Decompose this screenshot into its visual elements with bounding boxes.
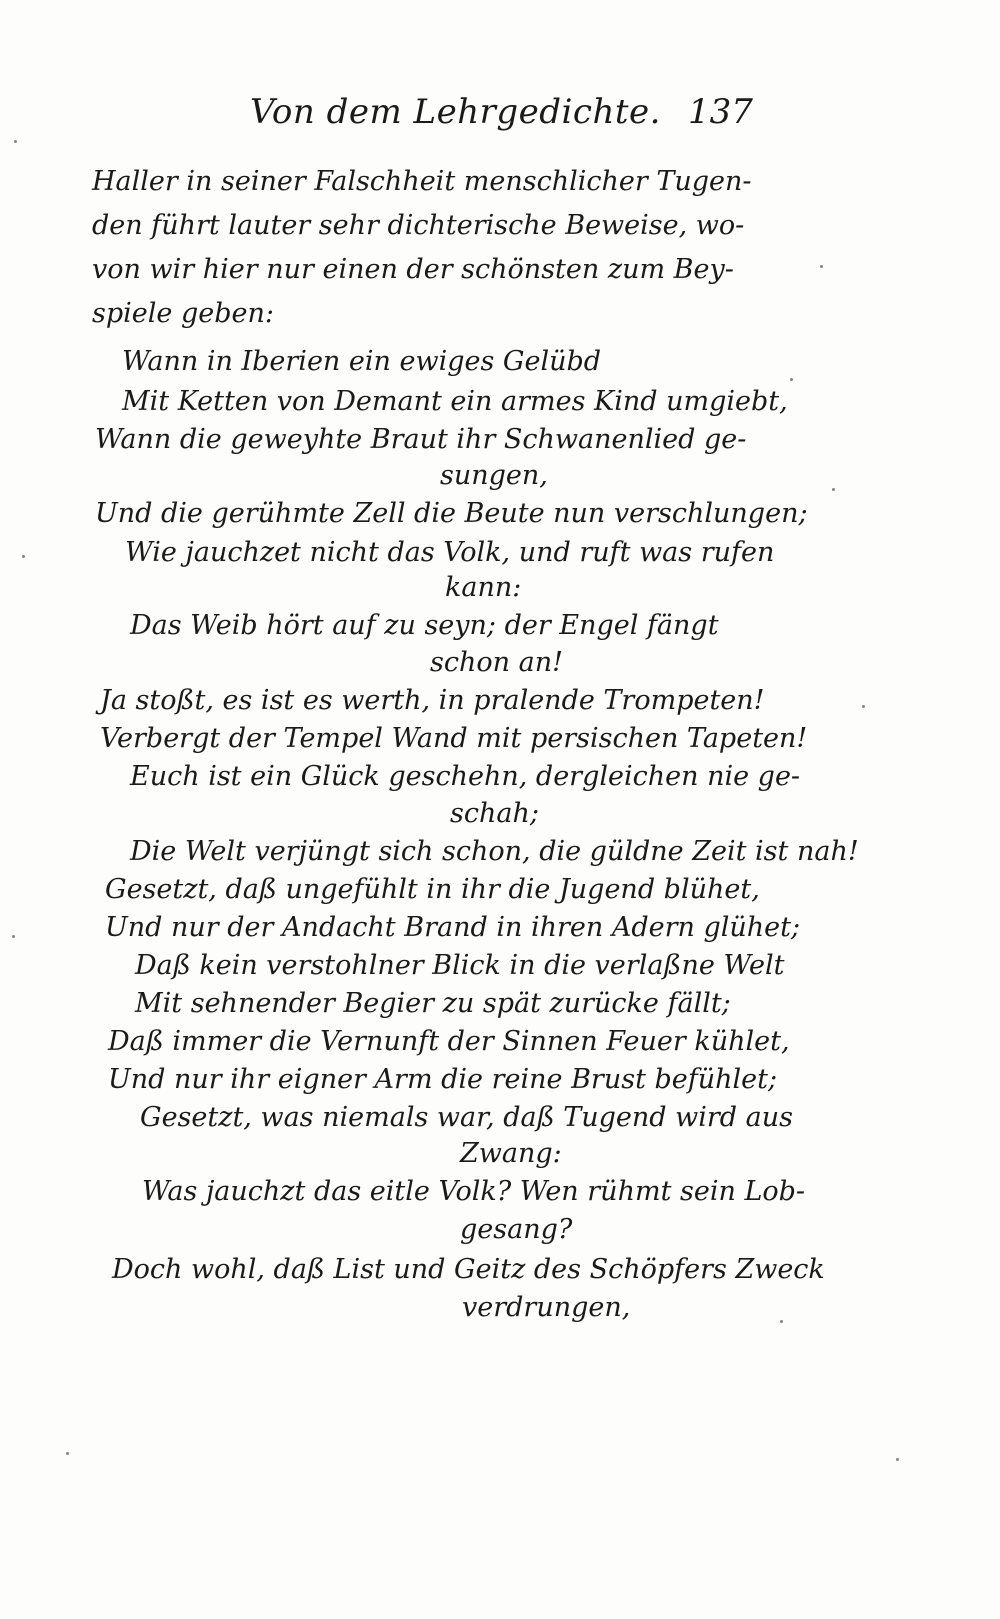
running-head: Von dem Lehrgedichte. [250,92,661,132]
scan-speck [780,1320,783,1323]
verse-line: schon an! [430,647,563,678]
scan-speck [790,378,793,381]
verse-line: Das Weib hört auf zu seyn; der Engel fängt [130,610,719,641]
verse-line: Doch wohl, daß List und Geitz des Schöpfers Zweck [112,1254,825,1285]
verse-line: Wann in Iberien ein ewiges Gelübd [122,346,602,377]
verse-line: Daß immer die Vernunft der Sinnen Feuer kühlet, [108,1026,790,1057]
verse-line: schah; [450,798,539,829]
scan-speck [14,140,17,143]
verse-line: Zwang: [460,1138,562,1169]
verse-line: Euch ist ein Glück geschehn, dergleichen nie ge- [130,761,801,792]
scan-speck [66,1452,69,1455]
verse-line: Verbergt der Tempel Wand mit persischen Tapeten! [100,723,808,754]
verse-line: Wie jauchzet nicht das Volk, und ruft was rufen [125,537,775,568]
verse-line: Gesetzt, was niemals war, daß Tugend wird aus [140,1102,793,1133]
verse-line: Und nur ihr eigner Arm die reine Brust befühlet; [108,1064,778,1095]
scan-speck [862,705,865,708]
verse-line: Und die gerühmte Zell die Beute nun verschlungen; [95,498,808,529]
scan-speck [896,1458,899,1461]
scan-speck [22,555,25,558]
verse-line: Ja stoßt, es ist es werth, in pralende Trompeten! [100,685,765,716]
verse-line: gesang? [460,1214,573,1245]
verse-line: Mit Ketten von Demant ein armes Kind umgiebt, [122,386,788,417]
prose-line: spiele geben: [92,298,274,329]
scan-speck [832,488,835,491]
prose-line: Haller in seiner Falschheit menschlicher Tugen- [92,166,752,197]
verse-line: kann: [445,572,522,603]
scan-speck [820,265,823,268]
verse-line: Was jauchzt das eitle Volk? Wen rühmt sein Lob- [142,1176,806,1207]
verse-line: verdrungen, [462,1292,631,1323]
verse-line: Gesetzt, daß ungefühlt in ihr die Jugend blühet, [105,874,760,905]
verse-line: Mit sehnender Begier zu spät zurücke fällt; [135,988,731,1019]
prose-line: den führt lauter sehr dichterische Beweise, wo- [92,210,745,241]
scan-speck [12,935,15,938]
verse-line: Und nur der Andacht Brand in ihren Adern glühet; [105,912,801,943]
page-number: 137 [688,92,753,132]
verse-line: sungen, [440,460,548,491]
verse-line: Daß kein verstohlner Blick in die verlaßne Welt [135,950,785,981]
verse-line: Die Welt verjüngt sich schon, die güldne Zeit ist nah! [130,836,859,867]
verse-line: Wann die geweyhte Braut ihr Schwanenlied ge- [95,424,747,455]
prose-line: von wir hier nur einen der schönsten zum Bey- [92,254,734,285]
